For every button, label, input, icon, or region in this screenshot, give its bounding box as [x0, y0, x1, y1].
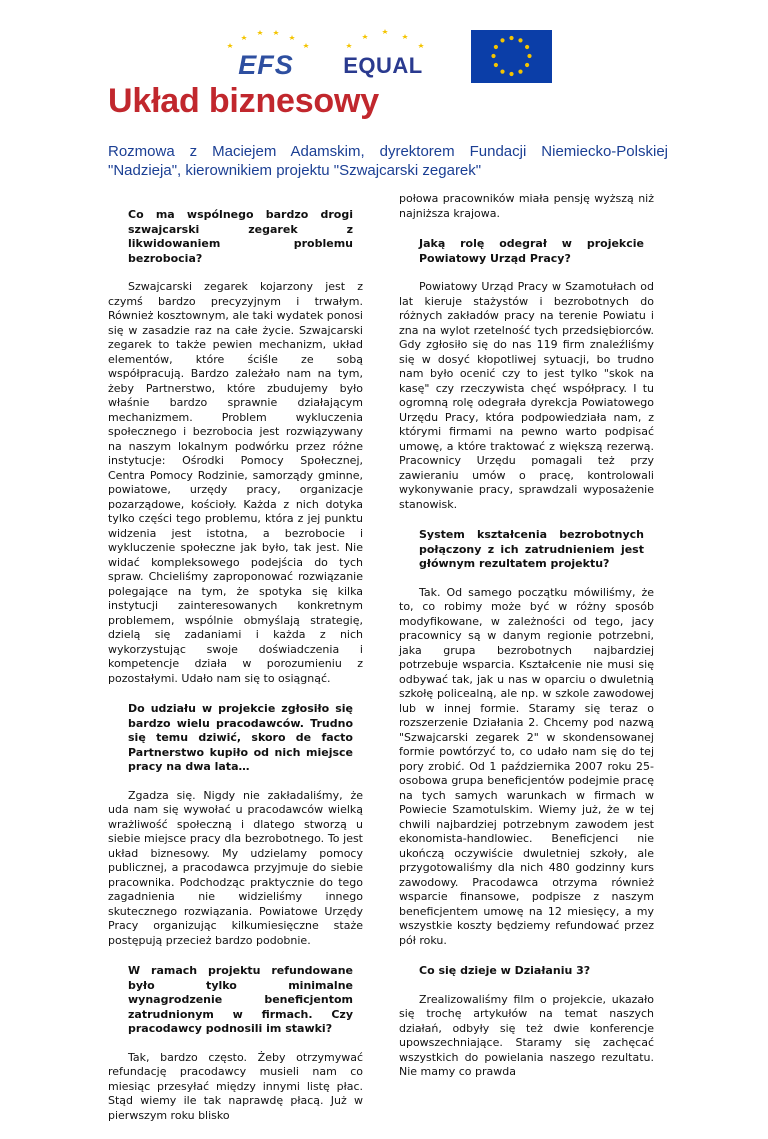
answer-3-continued: połowa pracowników miała pensję wyższą niż najniższa krajowa.	[399, 192, 654, 220]
question-5: System kształcenia bezrobotnych połączony z ich zatrudnieniem jest głównym rezultatem projektu?	[419, 528, 644, 570]
right-column	[399, 192, 654, 1096]
question-1: Co ma wspólnego bardzo drogi szwajcarski zegarek z likwidowaniem problemu bezrobocia?	[128, 208, 353, 265]
answer-5: Tak. Od samego początku mówiliśmy, że to, co robimy może być w różny sposób modyfikowane, w zależności od tego, jacy pracownicy są w danym regionie potrzebni, jaka grupa bezrobotnych najbardziej potrzebuje wsparcia. Kształcenie nie musi się odbywać tak, jak u nas w oparciu o dwuletnią szkołę policealną, ale np. w szkole zawodowej lub w innej formie. Staramy się teraz o rozszerzenie Działania 2. Chcemy pod nazwą "Szwajcarski zegarek 2" w skondensowanej formie powtórzyć to, co udało nam się do tej pory zrobić. Od 1 października 2007 roku 25-osobowa grupa beneficjentów podejmie pracę na tych samych warunkach w firmach w Powiecie Szamotulskim. Wiemy już, że w tej chwili najbardziej potrzebnym zawodem jest ekonomista-handlowiec. Beneficjenci nie ukończą oczywiście dwuletniej szkoły, ale przygotowaliśmy dla nich 480 godzinny kurs zawodowy. Pracodawca otrzyma również wsparcie finansowe, podpisze z naszym beneficjentem umowę na 12 miesięcy, a my wszystkie koszty będziemy refundować przez pół roku.	[399, 585, 654, 947]
question-4: Jaką rolę odegrał w projekcie Powiatowy Urząd Pracy?	[419, 237, 644, 265]
equal-logo-text: EQUAL	[343, 53, 423, 78]
efs-logo-text: EFS	[238, 50, 294, 80]
answer-1: Szwajcarski zegarek kojarzony jest z czymś bardzo precyzyjnym i trwałym. Również kosztownym, ale taki wydatek ponosi się w zasadzie raz na całe życie. Szwajcarski zegarek to także pewien mechanizm, układ elementów, które ściśle ze sobą współpracują. Bardzo zależało nam na tym, żeby Partnerstwo, które zbudujemy było właśnie bardzo sprawnie działającym mechanizmem. Problem wykluczenia społecznego i bezrobocia jest rozwiązywany na naszym lokalnym podwórku przez różne instytucje: Ośrodki Pomocy Społecznej, Centra Pomocy Rodzinie, samorządy gminne, powiatowe, urzędy pracy, organizacje pozarządowe, kościoły. Każda z nich dotyka tylko części tego problemu, która z jej punktu widzenia jest istotna, a bezrobocie i wykluczenie społeczne jak było, tak jest. Nie widać kompleksowego podejścia do tych spraw. Chcieliśmy zaproponować rozwiązanie polegające na tym, że spotyka się kilka instytucji zainteresowanych konkretnym problemem, wspólnie obmyślają strategię, dzielą się zadaniami i każda z nich wykorzystując swoje doświadczenia i kompetencje działa w porozumieniu z pozostałymi. Udało nam się to osiągnąć.	[108, 280, 363, 685]
question-6: Co się dzieje w Działaniu 3?	[419, 964, 591, 977]
answer-3-start: Tak, bardzo często. Żeby otrzymywać refundację pracodawcy musieli nam co miesiąc przesyłać między innymi listę płac. Stąd wiemy ile tak naprawdę płacą. Już w pierwszym roku blisko	[108, 1050, 363, 1122]
answer-2: Zgadza się. Nigdy nie zakładaliśmy, że uda nam się wywołać u pracodawców wielką wrażliwość społeczną i dlatego stworzą u siebie miejsce pracy dla bezrobotnego. To jest układ biznesowy. My udzielamy pomocy publicznej, a pracodawca przyjmuje do siebie pracownika. Podchodząc praktycznie do tego zagadnienia nie widzieliśmy innego skutecznego rozwiązania. Powiatowe Urzędy Pracy organizując kilkumiesięczne staże postępują przecież bardzo podobnie.	[108, 788, 363, 947]
equal-logo	[333, 26, 433, 86]
question-2: Do udziału w projekcie zgłosiło się bardzo wielu pracodawców. Trudno się temu dziwić, skoro de facto Partnerstwo kupiło od nich miejsce pracy na dwa lata…	[128, 702, 353, 773]
efs-logo	[218, 26, 314, 86]
article-title: Układ biznesowy	[108, 82, 379, 120]
equal-stars-icon	[333, 26, 433, 56]
question-3: W ramach projektu refundowane było tylko minimalne wynagrodzenie beneficjentom zatrudnionym w firmach. Czy pracodawcy podnosili im stawki?	[128, 964, 353, 1035]
article-subtitle: Rozmowa z Maciejem Adamskim, dyrektorem Fundacji Niemiecko-Polskiej "Nadzieja", kierownikiem projektu "Szwajcarski zegarek"	[108, 143, 668, 179]
eu-flag-icon	[471, 30, 552, 83]
left-column	[108, 208, 363, 1139]
answer-4: Powiatowy Urząd Pracy w Szamotułach od lat kieruje stażystów i bezrobotnych do różnych zakładów pracy na terenie Powiatu i zna na wylot rzetelność tych przedsiębiorców. Gdy zgłosiło się do nas 119 firm znaleźliśmy się w dosyć kłopotliwej sytuacji, bo trudno nam było ocenić czy to jest tylko "skok na kasę" czy rzeczywista chęć współpracy. I tu ogromną rolę odegrała dyrekcja Powiatowego Urzędu Pracy, która podpowiedziała nam, z którymi firmami na pewno warto podpisać umowę, a które traktować z większą rezerwą. Pracownicy Urzędu pomagali też przy zawieraniu umów o pracę, kontrolowali wykonywanie pracy, sprawdzali wyposażenie stanowisk.	[399, 280, 654, 511]
answer-6-start: Zrealizowaliśmy film o projekcie, ukazało się trochę artykułów na temat naszych działań, odbyły się też dwie konferencje upowszechniające. Staramy się zachęcać wszystkich do powielania naszego rezultatu. Nie mamy co prawda	[399, 992, 654, 1078]
